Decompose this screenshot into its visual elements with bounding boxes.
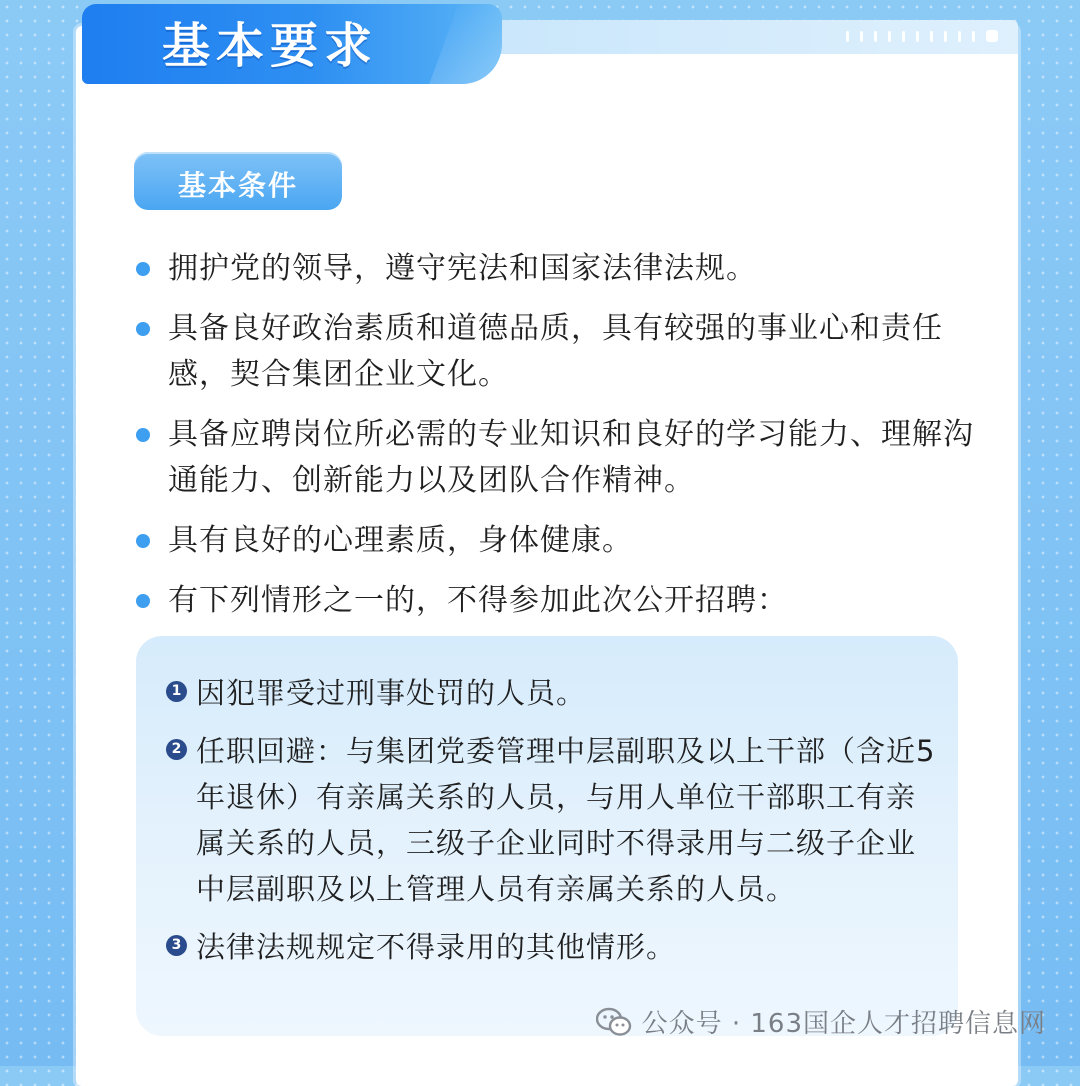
- title-tab: [82, 4, 502, 84]
- requirement-text: 具有良好的心理素质，身体健康。: [168, 523, 633, 558]
- wechat-icon: [596, 1007, 632, 1037]
- bullet-dot-icon: [136, 594, 150, 608]
- bullet-dot-icon: [136, 428, 150, 442]
- requirement-item: [134, 412, 984, 504]
- number-badge-icon: 1: [166, 681, 187, 702]
- section-label-pill: [134, 152, 342, 210]
- exclusion-text: 因犯罪受过刑事处罚的人员。: [196, 676, 587, 710]
- decorative-dots: [846, 30, 998, 42]
- header-strip: [470, 20, 1018, 54]
- bullet-dot-icon: [136, 322, 150, 336]
- requirement-text: 具备应聘岗位所必需的专业知识和良好的学习能力、理解沟通能力、创新能力以及团队合作精神。: [168, 417, 974, 498]
- section-label: 基本条件: [177, 169, 298, 202]
- number-badge-icon: 3: [166, 935, 187, 956]
- bullet-dot-icon: [136, 262, 150, 276]
- watermark: [596, 1003, 1046, 1040]
- requirement-item: [134, 306, 984, 398]
- number-badge-icon: 2: [166, 739, 187, 760]
- requirement-text: 有下列情形之一的，不得参加此次公开招聘：: [168, 583, 788, 618]
- exclusion-list: [166, 670, 936, 982]
- requirement-item: [134, 518, 984, 564]
- exclusion-text: 任职回避：与集团党委管理中层副职及以上干部（含近5年退休）有亲属关系的人员，与用人单位干部职工有亲属关系的人员，三级子企业同时不得录用与二级子企业中层副职及以上管理人员有亲属关系的人员。: [196, 734, 936, 906]
- page-title: 基本要求: [162, 18, 379, 74]
- exclusion-item: [166, 924, 936, 970]
- exclusion-text: 法律法规规定不得录用的其他情形。: [196, 930, 677, 964]
- exclusion-item: [166, 728, 936, 912]
- requirement-item: [134, 578, 984, 624]
- requirement-text: 具备良好政治素质和道德品质，具有较强的事业心和责任感，契合集团企业文化。: [168, 311, 943, 392]
- requirements-list: [134, 246, 984, 638]
- bullet-dot-icon: [136, 534, 150, 548]
- requirement-item: [134, 246, 984, 292]
- exclusion-box: [136, 636, 958, 1036]
- watermark-text: 公众号 · 163国企人才招聘信息网: [641, 1009, 1046, 1039]
- exclusion-item: [166, 670, 936, 716]
- requirement-text: 拥护党的领导，遵守宪法和国家法律法规。: [168, 251, 757, 286]
